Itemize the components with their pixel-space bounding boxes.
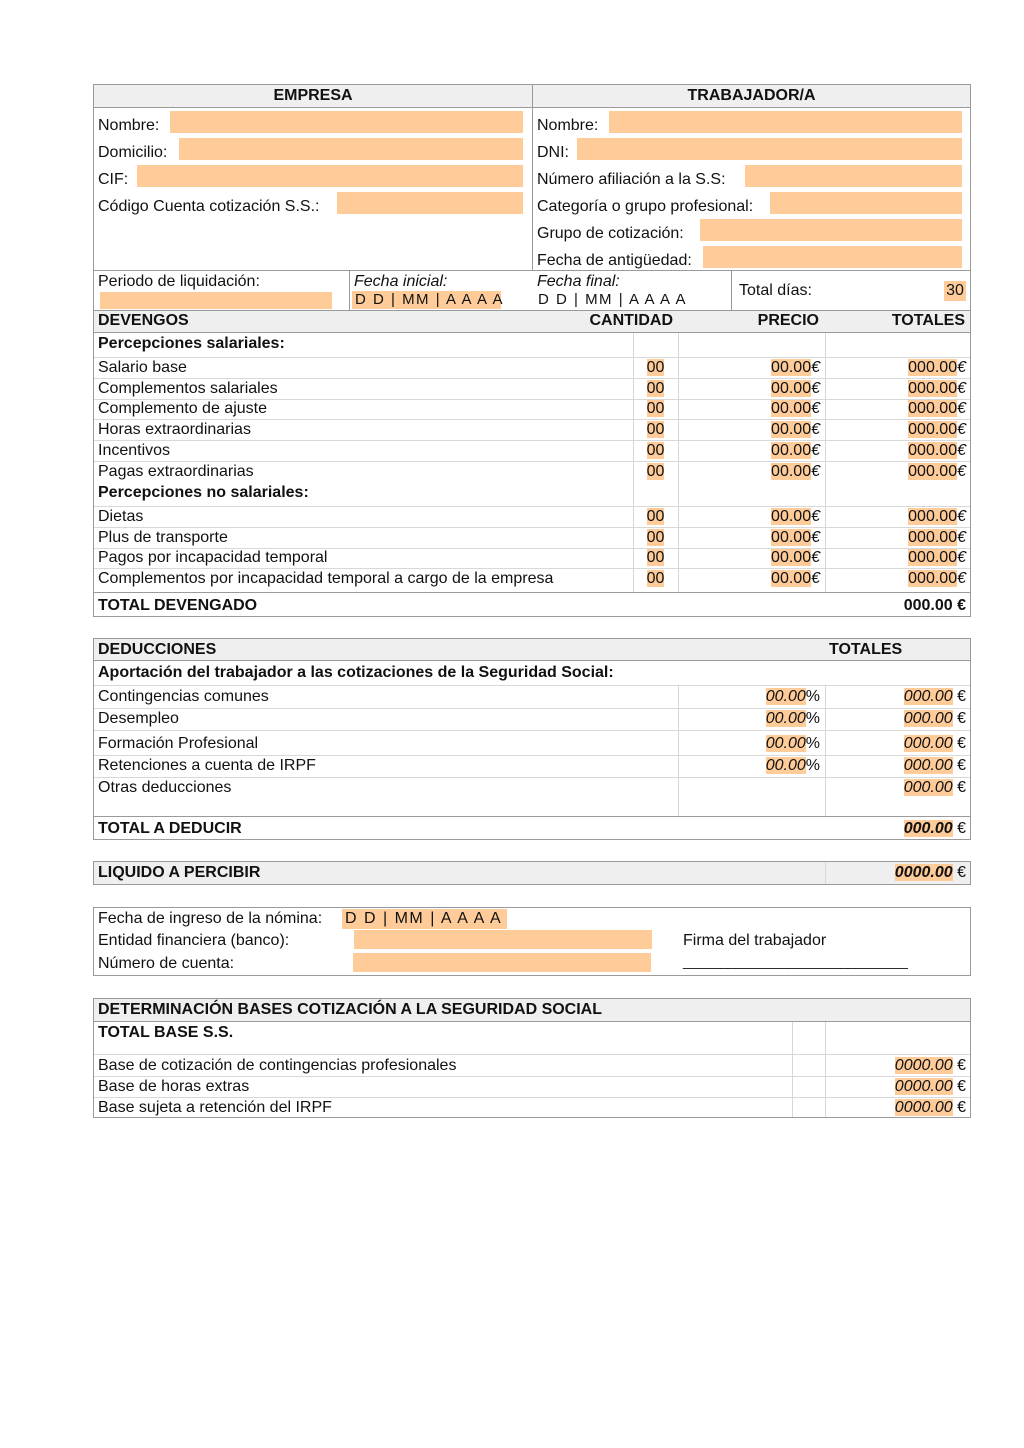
firma-line[interactable]: ______________________________: [683, 953, 908, 969]
total-deducir-value: 000.00 €: [903, 820, 966, 837]
devengo-total[interactable]: 000.00€: [908, 508, 966, 525]
base-label: Base de horas extras: [98, 1078, 250, 1095]
devengo-cantidad[interactable]: 00: [646, 400, 665, 418]
empresa-nombre-label: Nombre:: [98, 117, 160, 134]
cuenta-field[interactable]: [353, 953, 651, 972]
fecha-inicial-value[interactable]: D D | MM | A A A A: [352, 291, 501, 309]
devengo-cantidad[interactable]: 00: [646, 508, 665, 525]
devengo-precio[interactable]: 00.00€: [771, 570, 820, 588]
devengo-precio[interactable]: 00.00€: [771, 379, 820, 397]
total-dias-label: Total días:: [739, 282, 812, 299]
periodo-field[interactable]: [100, 292, 332, 309]
trabajador-afiliacion-label: Número afiliación a la S.S:: [537, 171, 726, 188]
devengo-total[interactable]: 000.00€: [908, 359, 966, 376]
devengo-total[interactable]: 000.00€: [908, 400, 966, 418]
base-label: Base sujeta a retención del IRPF: [98, 1099, 332, 1116]
trabajador-grupo-label: Grupo de cotización:: [537, 225, 684, 242]
devengo-total[interactable]: 000.00€: [908, 528, 966, 546]
deduccion-label: Formación Profesional: [98, 735, 259, 752]
entidad-field[interactable]: [354, 930, 652, 949]
devengo-total[interactable]: 000.00€: [908, 379, 966, 397]
empresa-ccc-field[interactable]: [337, 192, 523, 214]
trabajador-antiguedad-label: Fecha de antigüedad:: [537, 252, 692, 269]
empresa-nombre-field[interactable]: [170, 111, 523, 133]
deduccion-total[interactable]: 000.00 €: [903, 757, 966, 774]
empresa-ccc-label: Código Cuenta cotización S.S.:: [98, 198, 320, 215]
devengo-precio[interactable]: 00.00€: [771, 359, 820, 376]
devengo-precio[interactable]: 00.00€: [771, 528, 820, 546]
periodo-label: Periodo de liquidación:: [98, 273, 260, 290]
devengo-total[interactable]: 000.00€: [908, 421, 966, 439]
deduccion-porcentaje[interactable]: 00.00%: [765, 688, 820, 705]
trabajador-dni-label: DNI:: [537, 144, 569, 161]
devengo-total[interactable]: 000.00€: [908, 570, 966, 588]
empresa-cif-field[interactable]: [137, 165, 523, 187]
fecha-ingreso-label: Fecha de ingreso de la nómina:: [98, 910, 323, 927]
devengo-label: Complementos salariales: [98, 379, 278, 397]
deduccion-label: Contingencias comunes: [98, 688, 269, 705]
fecha-final-value[interactable]: D D | MM | A A A A: [538, 291, 688, 308]
devengo-total[interactable]: 000.00€: [908, 441, 966, 459]
devengo-label: Plus de transporte: [98, 528, 228, 546]
total-deducir-label: TOTAL A DEDUCIR: [98, 820, 242, 837]
deduccion-total[interactable]: 000.00 €: [903, 710, 966, 727]
col-cantidad-header: CANTIDAD: [589, 312, 673, 329]
empresa-domicilio-field[interactable]: [179, 138, 523, 160]
percepciones-salariales-header: Percepciones salariales:: [98, 335, 285, 352]
col-precio-header: PRECIO: [757, 312, 819, 329]
trabajador-nombre-label: Nombre:: [537, 117, 599, 134]
total-dias-value[interactable]: 30: [944, 281, 966, 301]
deduccion-porcentaje[interactable]: 00.00%: [765, 757, 820, 774]
liquido-value: 0000.00 €: [894, 864, 966, 881]
devengo-label: Dietas: [98, 508, 144, 525]
devengo-cantidad[interactable]: 00: [646, 421, 665, 439]
aportacion-header: Aportación del trabajador a las cotizaciones de la Seguridad Social:: [98, 664, 614, 681]
devengo-total[interactable]: 000.00€: [908, 462, 966, 480]
trabajador-nombre-field[interactable]: [609, 111, 962, 133]
total-base-label: TOTAL BASE S.S.: [98, 1024, 234, 1041]
base-value[interactable]: 0000.00 €: [894, 1099, 966, 1116]
deducciones-header: DEDUCCIONES: [98, 641, 217, 658]
devengo-label: Pagos por incapacidad temporal: [98, 549, 328, 567]
deducciones-col-totales: TOTALES: [829, 641, 903, 658]
col-totales-header: TOTALES: [891, 312, 965, 329]
devengo-precio[interactable]: 00.00€: [771, 421, 820, 439]
otras-deducciones-label: Otras deducciones: [98, 779, 232, 796]
firma-label: Firma del trabajador: [683, 932, 827, 949]
devengo-cantidad[interactable]: 00: [646, 528, 665, 546]
deduccion-total[interactable]: 000.00 €: [903, 735, 966, 752]
devengo-precio[interactable]: 00.00€: [771, 508, 820, 525]
entidad-label: Entidad financiera (banco):: [98, 932, 290, 949]
devengo-precio[interactable]: 00.00€: [771, 400, 820, 418]
empresa-cif-label: CIF:: [98, 171, 129, 188]
devengo-cantidad[interactable]: 00: [646, 570, 665, 588]
trabajador-categoria-field[interactable]: [770, 192, 962, 214]
fecha-inicial-label: Fecha inicial:: [354, 273, 448, 290]
devengos-header-bar: [94, 311, 970, 332]
otras-deducciones-total: 000.00 €: [903, 779, 966, 796]
devengo-total[interactable]: 000.00€: [908, 549, 966, 567]
devengo-label: Complemento de ajuste: [98, 400, 267, 418]
bases-header: DETERMINACIÓN BASES COTIZACIÓN A LA SEGURIDAD SOCIAL: [98, 1001, 603, 1018]
trabajador-afiliacion-field[interactable]: [745, 165, 962, 187]
total-devengado-value: 000.00 €: [903, 597, 966, 614]
devengo-cantidad[interactable]: 00: [646, 549, 665, 567]
cuenta-label: Número de cuenta:: [98, 955, 235, 972]
deduccion-label: Desempleo: [98, 710, 179, 727]
devengo-cantidad[interactable]: 00: [646, 462, 665, 480]
trabajador-dni-field[interactable]: [577, 138, 962, 160]
fecha-ingreso-value[interactable]: D D | MM | A A A A: [342, 909, 507, 929]
devengo-label: Incentivos: [98, 441, 171, 459]
devengo-cantidad[interactable]: 00: [646, 359, 665, 376]
deduccion-porcentaje[interactable]: 00.00%: [765, 735, 820, 752]
devengo-label: Complementos por incapacidad temporal a cargo de la empresa: [98, 570, 554, 588]
devengo-cantidad[interactable]: 00: [646, 379, 665, 397]
devengo-precio[interactable]: 00.00€: [771, 549, 820, 567]
devengo-label: Horas extraordinarias: [98, 421, 251, 439]
empresa-domicilio-label: Domicilio:: [98, 144, 168, 161]
total-devengado-label: TOTAL DEVENGADO: [98, 597, 258, 614]
devengo-label: Salario base: [98, 359, 187, 376]
trabajador-grupo-field[interactable]: [700, 219, 962, 241]
empresa-header: EMPRESA: [273, 87, 353, 104]
devengos-header: DEVENGOS: [98, 312, 189, 329]
devengo-cantidad[interactable]: 00: [646, 441, 665, 459]
devengo-label: Pagas extraordinarias: [98, 462, 254, 480]
fecha-final-label: Fecha final:: [537, 273, 620, 290]
trabajador-categoria-label: Categoría o grupo profesional:: [537, 198, 754, 215]
liquido-label: LIQUIDO A PERCIBIR: [98, 864, 261, 881]
deduccion-total[interactable]: 000.00 €: [903, 688, 966, 705]
devengo-precio[interactable]: 00.00€: [771, 462, 820, 480]
trabajador-antiguedad-field[interactable]: [703, 246, 962, 268]
base-label: Base de cotización de contingencias profesionales: [98, 1057, 457, 1074]
devengo-precio[interactable]: 00.00€: [771, 441, 820, 459]
trabajador-header: TRABAJADOR/A: [687, 87, 816, 104]
deduccion-label: Retenciones a cuenta de IRPF: [98, 757, 316, 774]
percepciones-no-salariales-header: Percepciones no salariales:: [98, 484, 309, 501]
base-value[interactable]: 0000.00 €: [894, 1078, 966, 1095]
deduccion-porcentaje[interactable]: 00.00%: [765, 710, 820, 727]
base-value[interactable]: 0000.00 €: [894, 1057, 966, 1074]
